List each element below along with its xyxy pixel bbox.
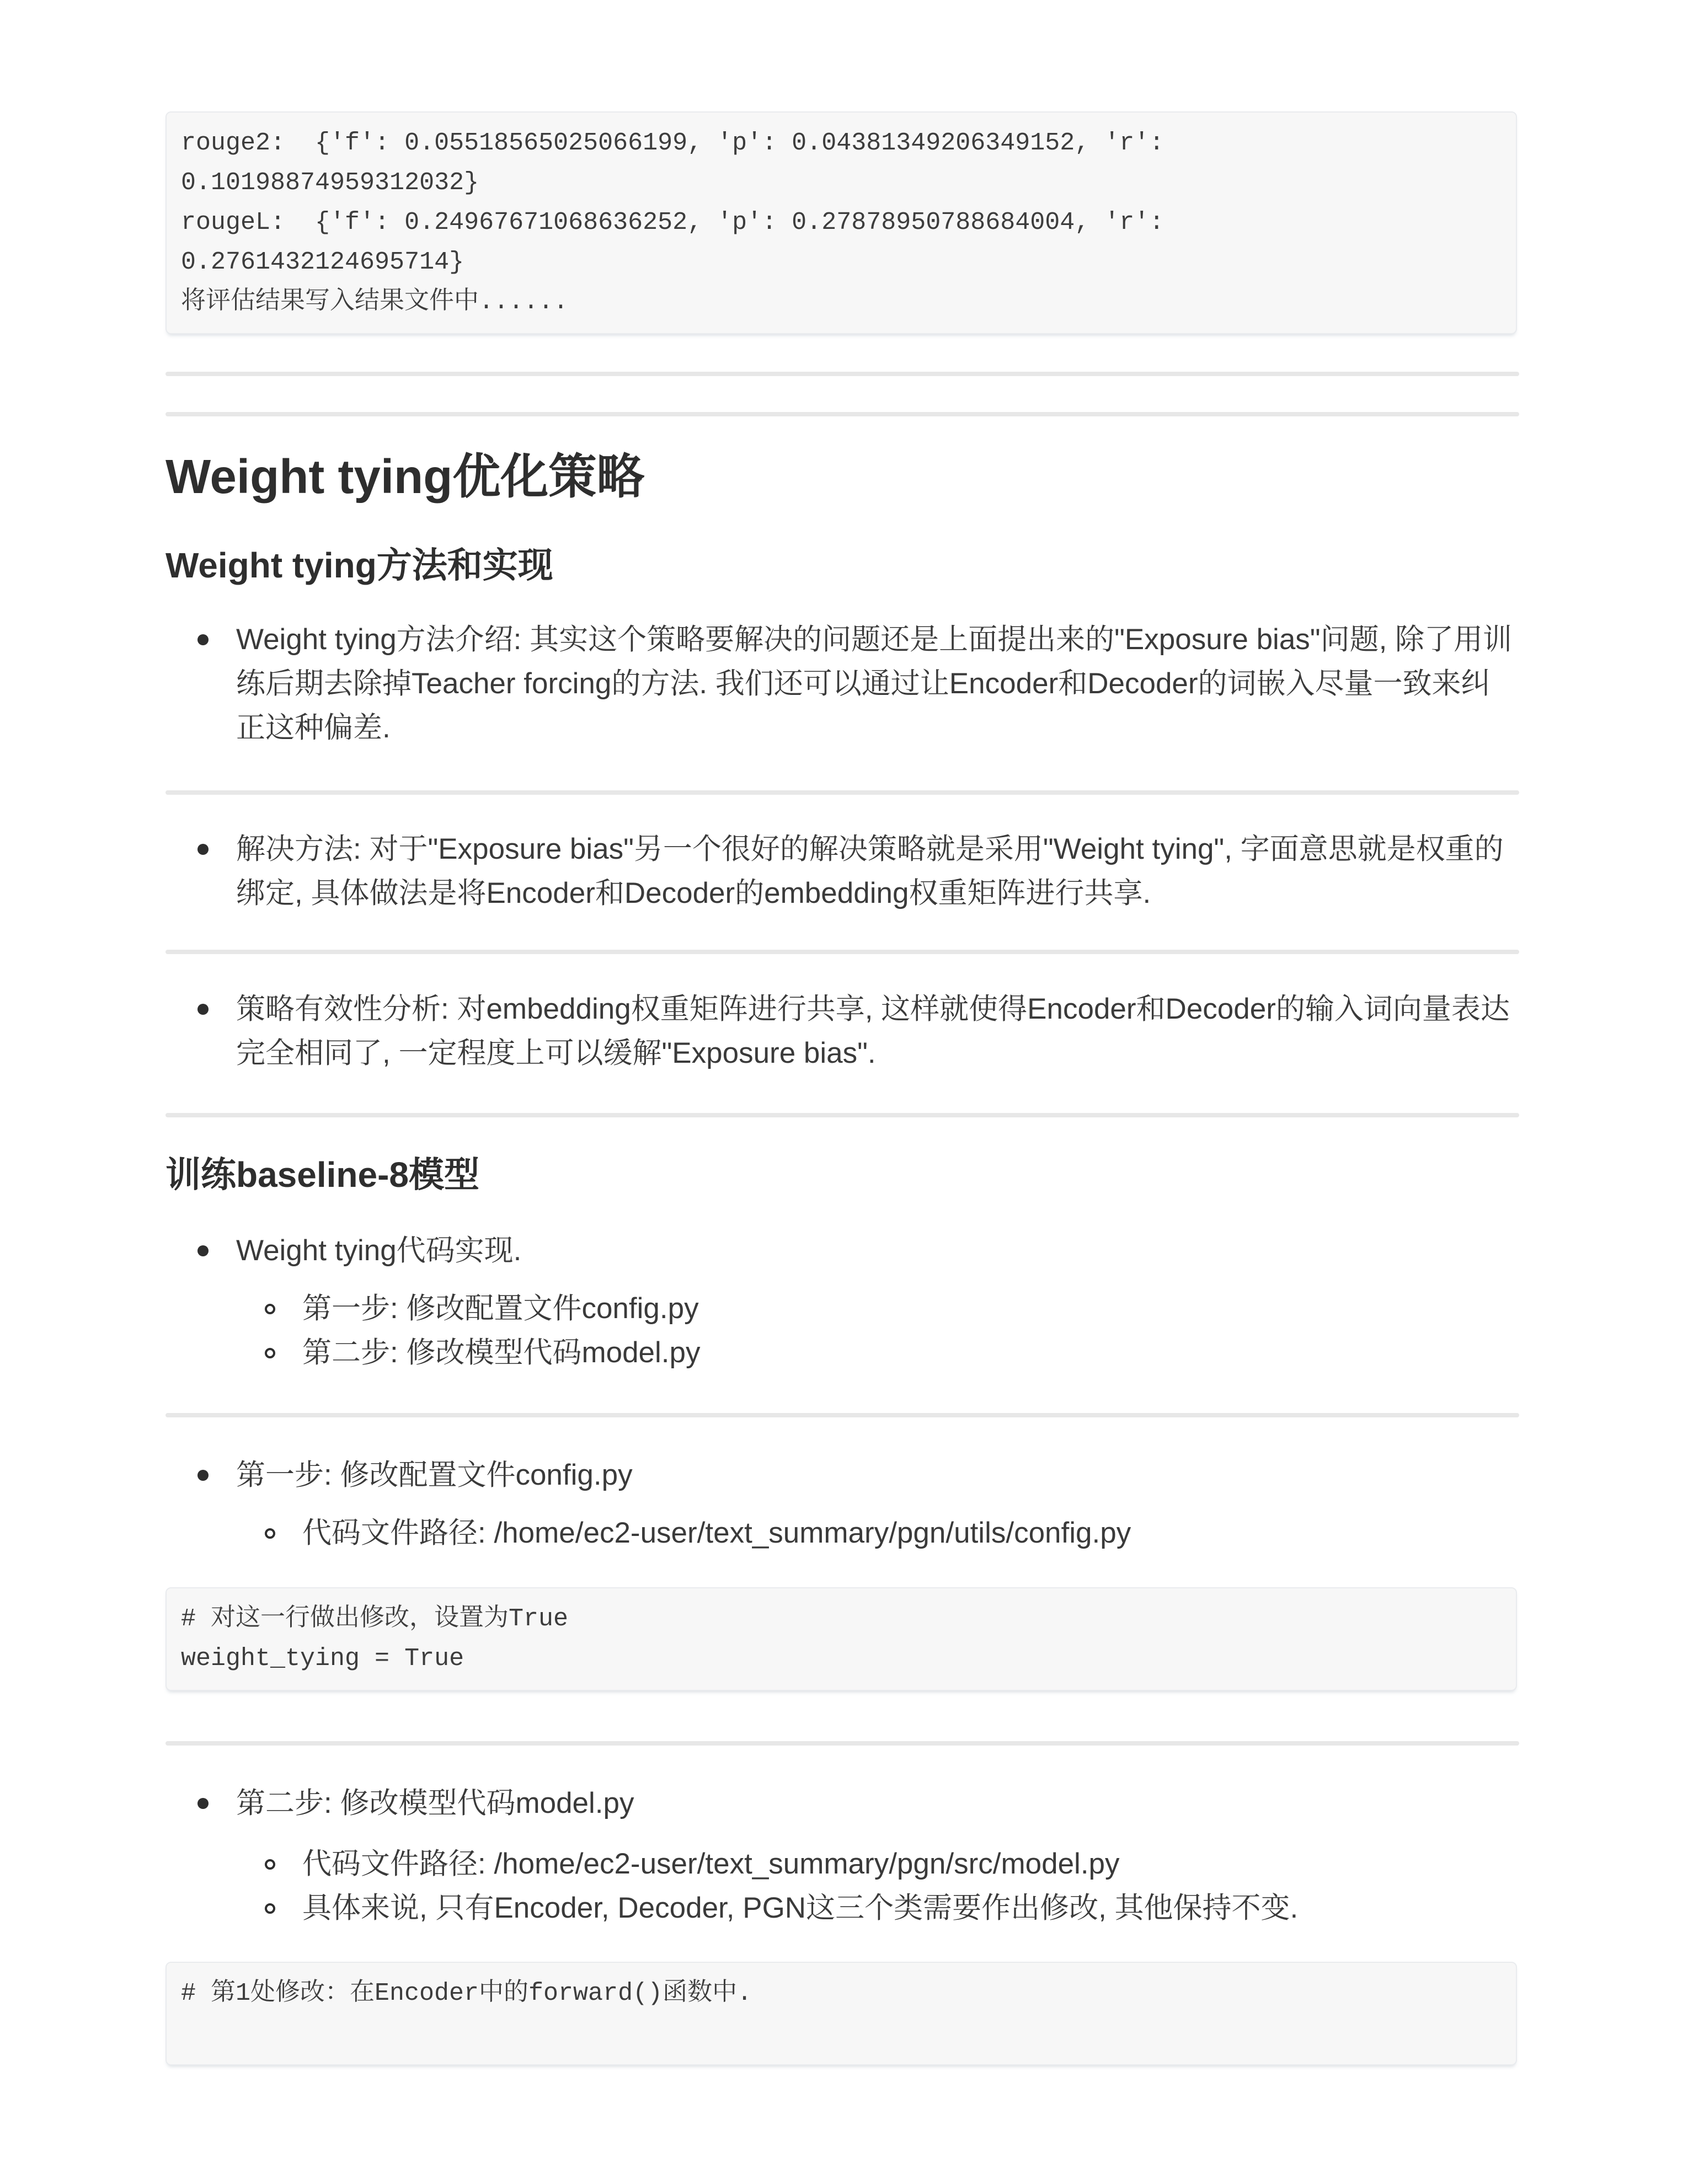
bullet-list [165,827,1519,916]
list-item-text: 解决方法: 对于"Exposure bias"另一个很好的解决策略就是采用"Weight tying", 字面意思就是权重的绑定, 具体做法是将Encoder和Decoder的embedding权重矩阵进行共享. [236,833,1504,909]
sub-bullet-list [236,1511,1519,1555]
horizontal-divider [165,1113,1519,1117]
sub-list-item [236,1886,1519,1930]
bullet-list [165,618,1519,750]
sub-list-item-text: 第二步: 修改模型代码model.py [302,1336,701,1369]
bullet-disc-icon [197,634,209,645]
code-line: rougeL: {'f': 0.24967671068636252, 'p': 0.27878950788684004, 'r': [181,208,1164,237]
horizontal-divider [165,1741,1519,1746]
bullet-circle-icon [265,1528,275,1539]
sub-list-item-text: 代码文件路径: /home/ec2-user/text_summary/pgn/src/model.py [302,1848,1120,1880]
horizontal-divider [165,412,1519,416]
code-line [181,2014,1502,2053]
code-line: # 对这一行做出修改，设置为True [181,1605,569,1633]
sub-bullet-list [236,1842,1519,1930]
code-block-rouge-results [165,111,1517,334]
code-line: # 第1处修改：在Encoder中的forward()函数中. [181,1979,752,2008]
sub-list-item-text: 具体来说, 只有Encoder, Decoder, PGN这三个类需要作出修改, 其他保持不变. [302,1892,1299,1924]
code-line: 将评估结果写入结果文件中...... [181,288,569,316]
code-block-model-change [165,1962,1517,2065]
list-item-text: 第二步: 修改模型代码model.py [236,1787,634,1819]
list-item [165,1781,1519,1930]
horizontal-divider [165,790,1519,795]
code-line: 0.2761432124695714} [181,248,464,276]
sub-list-item [236,1331,1519,1375]
code-line: 0.10198874959312032} [181,169,479,197]
list-item-text: 第一步: 修改配置文件config.py [236,1459,633,1491]
list-item [165,1453,1519,1555]
bullet-list [165,1229,1519,1375]
code-line: rouge2: {'f': 0.05518565025066199, 'p': 0.04381349206349152, 'r': [181,129,1164,157]
list-item [165,827,1519,916]
bullet-circle-icon [265,1903,275,1914]
list-item [165,987,1519,1075]
list-item-text: 策略有效性分析: 对embedding权重矩阵进行共享, 这样就使得Encoder和Decoder的输入词向量表达完全相同了, 一定程度上可以缓解"Exposure bias". [236,993,1510,1069]
list-item-text: Weight tying方法介绍: 其实这个策略要解决的问题还是上面提出来的"Exposure bias"问题, 除了用训练后期去除掉Teacher forcing的方法. 我们还可以通过让Encoder和Decoder的词嵌入尽量一致来纠正这种偏差. [236,623,1513,744]
horizontal-divider [165,950,1519,954]
sub-list-item-text: 第一步: 修改配置文件config.py [302,1292,699,1325]
horizontal-divider [165,372,1519,376]
sub-list-item [236,1511,1519,1555]
horizontal-divider [165,1413,1519,1417]
bullet-list [165,987,1519,1075]
bullet-disc-icon [197,1004,209,1015]
list-item-text: Weight tying代码实现. [236,1234,522,1267]
bullet-circle-icon [265,1348,275,1358]
sub-list-item [236,1287,1519,1331]
bullet-circle-icon [265,1304,275,1314]
bullet-circle-icon [265,1859,275,1870]
section-heading-method: Weight tying方法和实现 [165,545,553,585]
document-page [0,111,1688,2184]
bullet-disc-icon [197,1798,209,1809]
sub-bullet-list [236,1287,1519,1375]
document-content [165,111,1519,2065]
section-heading-train: 训练baseline-8模型 [165,1155,480,1195]
list-item [165,618,1519,750]
bullet-disc-icon [197,1470,209,1481]
bullet-list [165,1453,1519,1555]
sub-list-item [236,1842,1519,1886]
list-item [165,1229,1519,1375]
bullet-disc-icon [197,844,209,855]
bullet-disc-icon [197,1245,209,1256]
page-title: Weight tying优化策略 [165,450,645,504]
sub-list-item-text: 代码文件路径: /home/ec2-user/text_summary/pgn/utils/config.py [302,1517,1131,1549]
bullet-list [165,1781,1519,1930]
code-line: weight_tying = True [181,1645,464,1673]
code-block-config-change [165,1587,1517,1691]
